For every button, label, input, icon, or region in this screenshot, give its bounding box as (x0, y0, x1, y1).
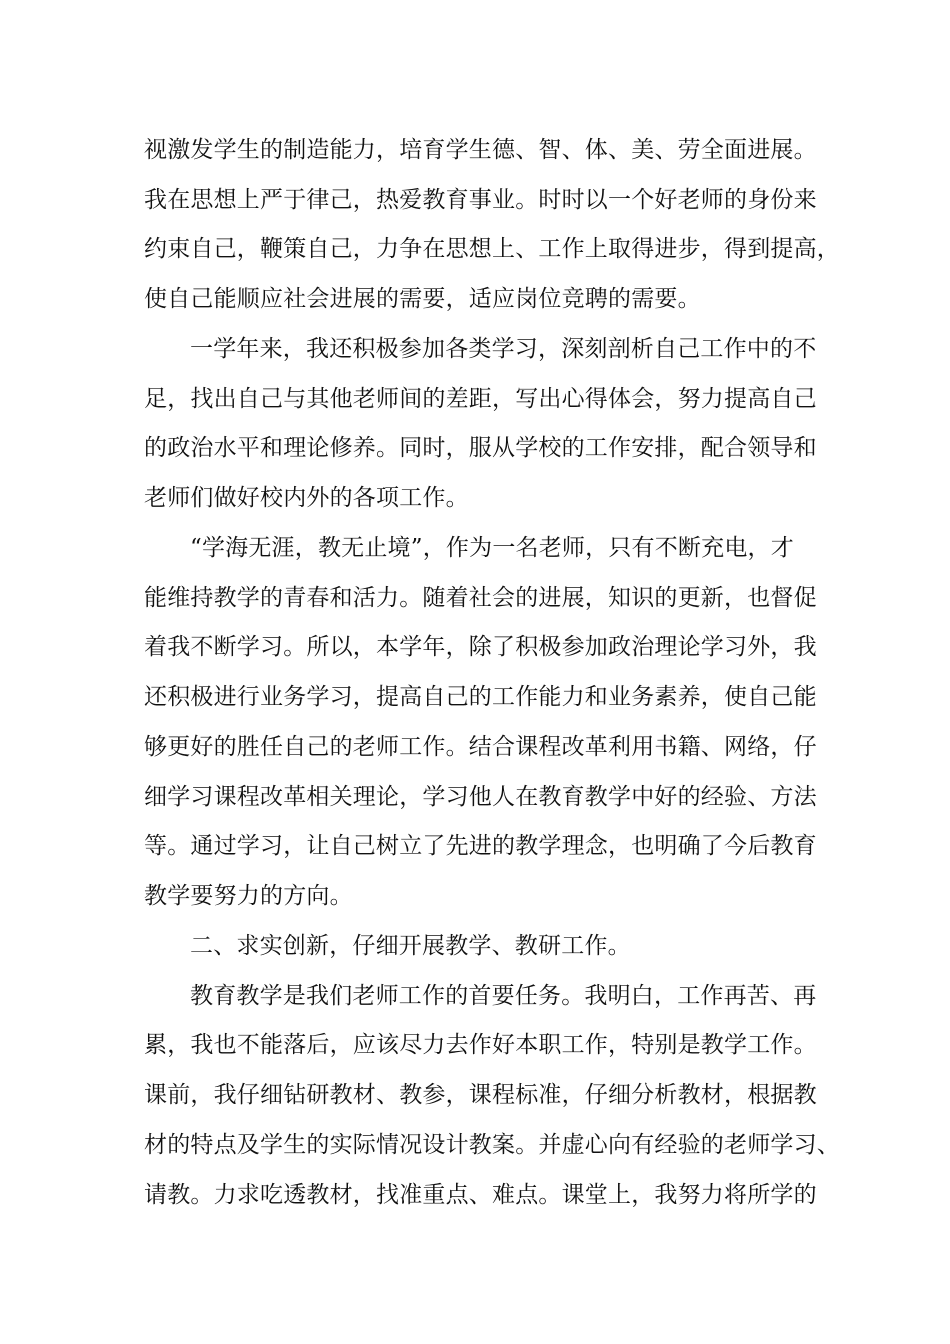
text-line: 等。通过学习，让自己树立了先进的教学理念，也明确了今后教育 (144, 833, 817, 859)
text-line: 能维持教学的青春和活力。随着社会的进展，知识的更新，也督促 (144, 585, 817, 611)
text-line: 足，找出自己与其他老师间的差距，写出心得体会，努力提高自己 (144, 386, 817, 412)
text-line: 视激发学生的制造能力，培育学生德、智、体、美、劳全面进展。 (144, 137, 817, 163)
text-line: 着我不断学习。所以，本学年，除了积极参加政治理论学习外，我 (144, 634, 817, 660)
paragraph-first-line: 教育教学是我们老师工作的首要任务。我明白，工作再苦、再 (190, 983, 817, 1009)
text-line: 教学要努力的方向。 (144, 883, 353, 909)
text-line: 我在思想上严于律己，热爱教育事业。时时以一个好老师的身份来 (144, 187, 817, 213)
text-line: 的政治水平和理论修养。同时，服从学校的工作安排，配合领导和 (144, 435, 817, 461)
paragraph-first-line: 一学年来，我还积极参加各类学习，深刻剖析自己工作中的不 (190, 336, 817, 362)
text-line: 约束自己，鞭策自己，力争在思想上、工作上取得进步，得到提高， (144, 236, 840, 262)
paragraph-first-line: “学海无涯，教无止境”，作为一名老师，只有不断充电，才 (190, 535, 794, 561)
text-line: 材的特点及学生的实际情况设计教案。并虚心向有经验的老师学习、 (144, 1132, 840, 1158)
text-line: 老师们做好校内外的各项工作。 (144, 485, 469, 511)
text-line: 够更好的胜任自己的老师工作。结合课程改革利用书籍、网络，仔 (144, 734, 817, 760)
text-line: 还积极进行业务学习，提高自己的工作能力和业务素养，使自己能 (144, 684, 817, 710)
text-line: 细学习课程改革相关理论，学习他人在教育教学中好的经验、方法 (144, 784, 817, 810)
text-line: 累，我也不能落后，应该尽力去作好本职工作，特别是教学工作。 (144, 1032, 817, 1058)
text-line: 请教。力求吃透教材，找准重点、难点。课堂上，我努力将所学的 (144, 1182, 817, 1208)
section-heading: 二、求实创新，仔细开展教学、教研工作。 (190, 933, 631, 959)
text-line: 使自己能顺应社会进展的需要，适应岗位竞聘的需要。 (144, 286, 701, 312)
text-line: 课前，我仔细钻研教材、教参，课程标准，仔细分析教材，根据教 (144, 1082, 817, 1108)
